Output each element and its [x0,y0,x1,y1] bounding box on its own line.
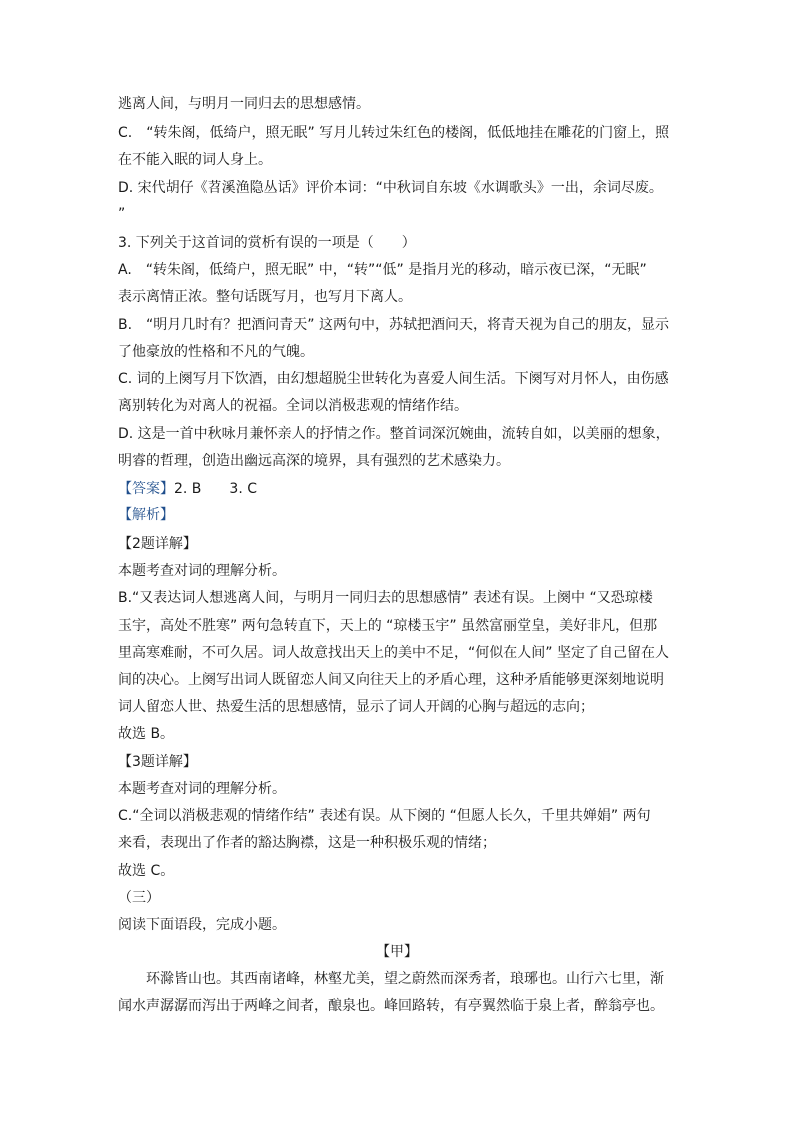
passage-line: 环滁皆山也。其西南诸峰，林壑尤美，望之蔚然而深秀者，琅琊也。山行六七里，渐 [146,971,664,987]
text-line: 故选 B。 [118,726,175,742]
text-line: 了他豪放的性格和不凡的气魄。 [118,344,314,360]
answer-text: 2. B 3. C [174,481,257,497]
option-d: D. 宋代胡仔《苕溪渔隐丛话》评价本词：“中秋词自东坡《水调歌头》一出，余词尽废。 [118,180,663,196]
passage-title: 【甲】 [376,944,418,960]
text-line: 本题考查对词的理解分析。 [118,563,286,579]
section-number: （三） [118,890,160,906]
answer-label: 【答案】 [118,481,174,497]
text-line: 玉宇，高处不胜寒” 两句急转直下，天上的 “琼楼玉宇” 虽然富丽堂皇，美好非凡，但那 [118,618,658,634]
text-line: ” [118,206,126,222]
text-line: B.“又表达词人想逃离人间，与明月一同归去的思想感情” 表述有误。上阕中 “又恐琼楼 [118,590,653,606]
analysis-label: 【解析】 [118,507,174,523]
text-line: 逃离人间，与明月一同归去的思想感情。 [118,96,370,112]
text-line: 离别转化为对离人的祝福。全词以消极悲观的情绪作结。 [118,398,468,414]
text-line: C.“全词以消极悲观的情绪作结” 表述有误。从下阕的 “但愿人长久，千里共婵娟” 两句 [118,808,651,824]
text-line: 本题考查对词的理解分析。 [118,781,286,797]
option-c: C. 词的上阕写月下饮酒，由幻想超脱尘世转化为喜爱人间生活。下阕写对月怀人，由伤感 [118,371,669,387]
text-line: 里高寒难耐，不可久居。词人故意找出天上的美中不足，“何似在人间” 坚定了自己留在人 [118,645,669,661]
question-3: 3. 下列关于这首词的赏析有误的一项是（ ） [118,235,416,251]
option-b: B. “明月几时有？把酒问青天” 这两句中，苏轼把酒问天，将青天视为自己的朋友，显示 [118,317,670,333]
text-line: 词人留恋人世、热爱生活的思想感情，显示了词人开阔的心胸与超远的志向； [118,699,594,715]
q3-heading: 【3题详解】 [118,754,197,770]
passage-line: 闻水声潺潺而泻出于两峰之间者，酿泉也。峰回路转，有亭翼然临于泉上者，醉翁亭也。 [118,998,664,1014]
text-line: 来看，表现出了作者的豁达胸襟，这是一种积极乐观的情绪； [118,835,496,851]
instruction: 阅读下面语段，完成小题。 [118,917,286,933]
text-line: 表示离情正浓。整句话既写月，也写月下离人。 [118,289,412,305]
option-c: C. “转朱阁，低绮户，照无眠” 写月儿转过朱红色的楼阁，低低地挂在雕花的门窗上，照 [118,125,670,141]
text-line: 故选 C。 [118,863,175,879]
option-a: A. “转朱阁，低绮户，照无眠” 中，“转”“低” 是指月光的移动，暗示夜已深，“无眠” [118,262,647,278]
text-line: 明睿的哲理，创造出幽远高深的境界，具有强烈的艺术感染力。 [118,453,510,469]
answer-line [118,480,678,498]
text-line: 在不能入眠的词人身上。 [118,152,272,168]
option-d: D. 这是一首中秋咏月兼怀亲人的抒情之作。整首词深沉婉曲，流转自如，以美丽的想象， [118,426,670,442]
text-line: 间的决心。上阕写出词人既留恋人间又向往天上的矛盾心理，这种矛盾能够更深刻地说明 [118,672,664,688]
q2-heading: 【2题详解】 [118,536,197,552]
